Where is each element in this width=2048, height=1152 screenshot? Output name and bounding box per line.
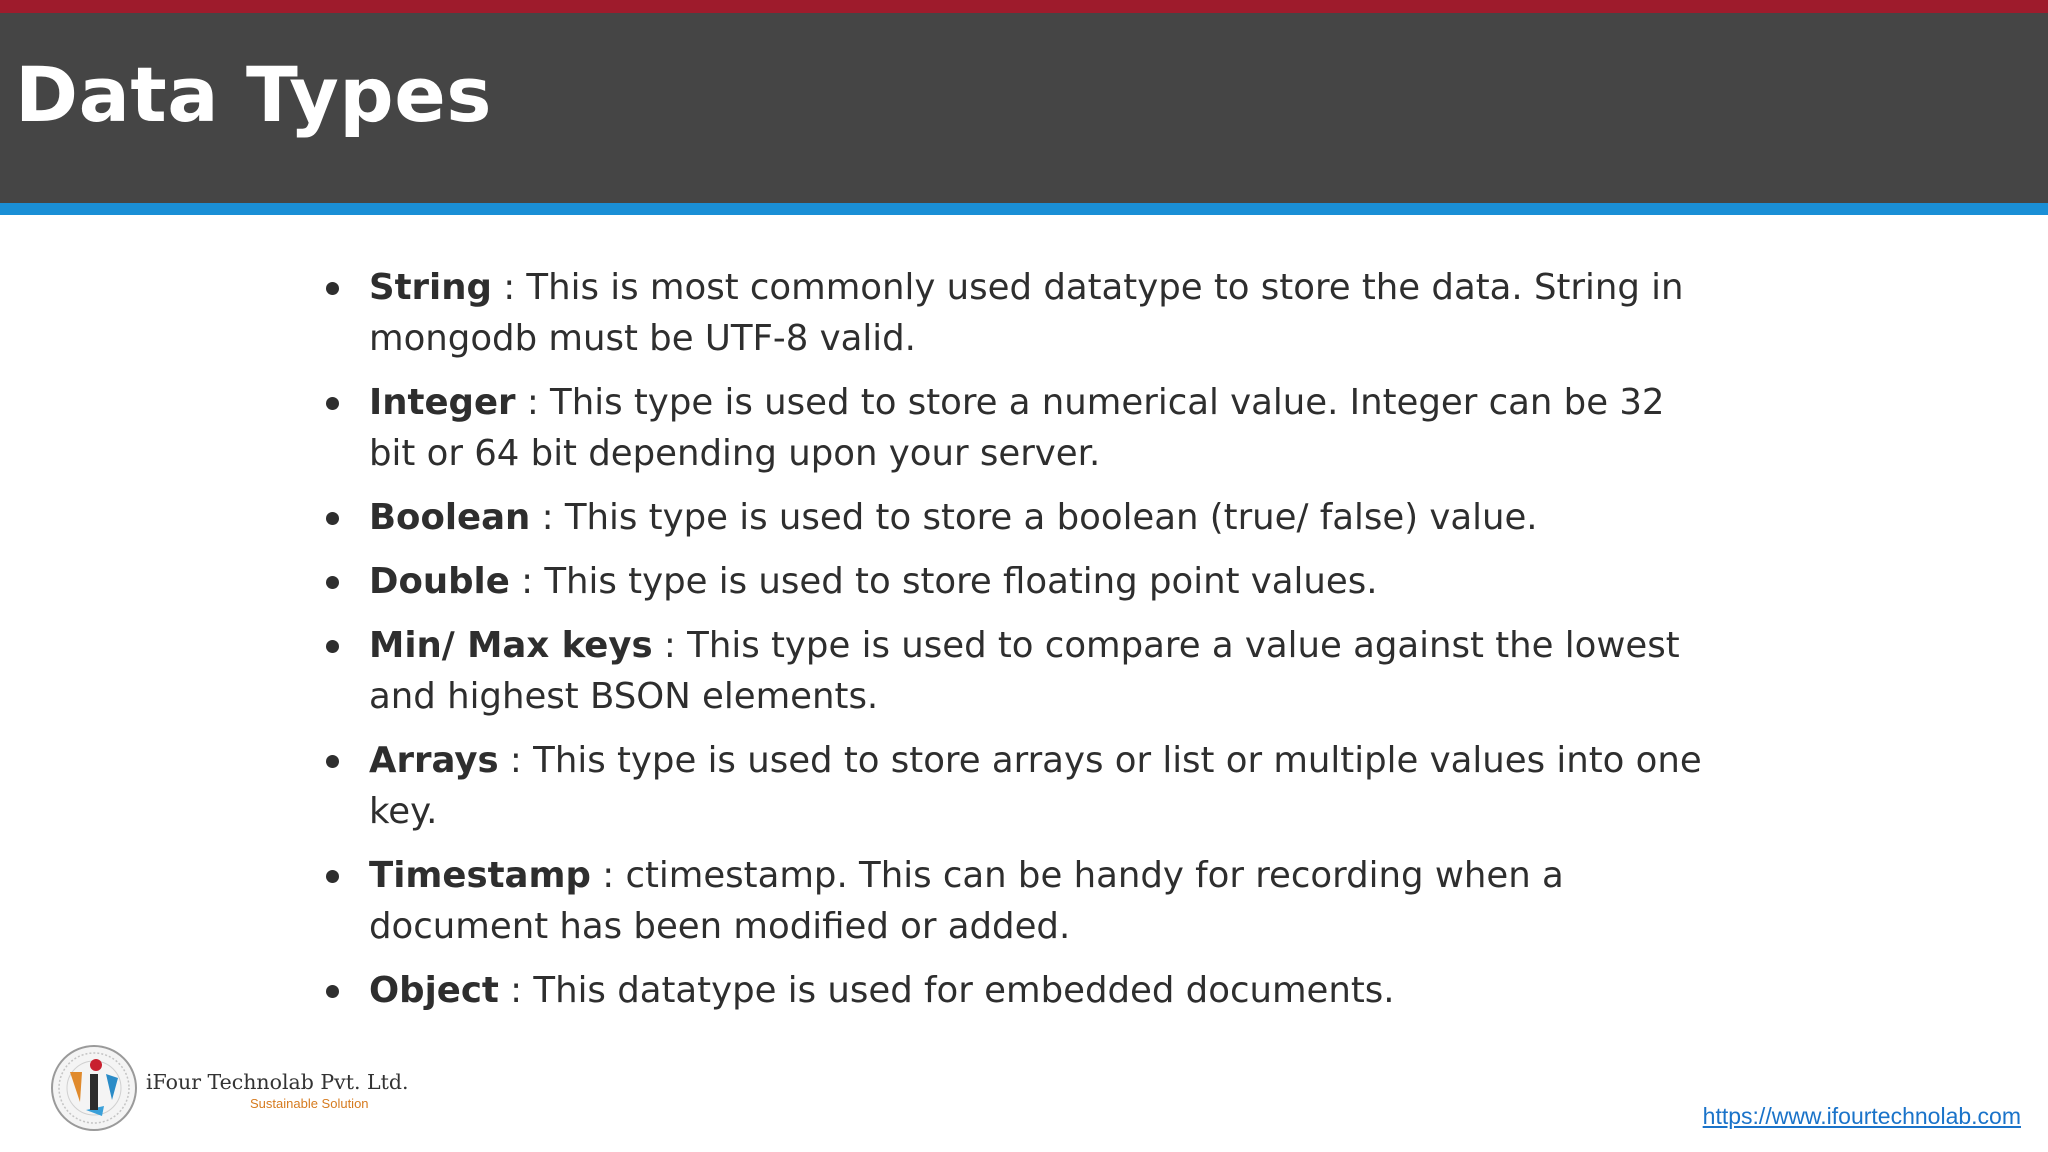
list-item-integer xyxy=(320,377,1710,479)
item-description: : This type is used to compare a value against the lowest and highest BSON elements. xyxy=(369,625,1680,717)
list-item-double xyxy=(320,556,1710,607)
item-description: : This type is used to store a numerical value. Integer can be 32 bit or 64 bit depending upon your server. xyxy=(369,382,1665,474)
blue-accent-strip xyxy=(0,203,2048,215)
item-description: : ctimestamp. This can be handy for recording when a document has been modified or added. xyxy=(369,855,1564,947)
bullet-icon xyxy=(326,640,339,653)
item-description: : This type is used to store a boolean (true/ false) value. xyxy=(530,497,1538,538)
list-item-min-max-keys xyxy=(320,620,1710,722)
list-item-string xyxy=(320,262,1710,364)
list-item-object xyxy=(320,965,1710,1016)
page-title: Data Types xyxy=(15,50,492,139)
ifour-logo-icon xyxy=(50,1044,138,1132)
company-tagline: Sustainable Solution xyxy=(250,1096,369,1111)
bullet-icon xyxy=(326,512,339,525)
item-term: Object xyxy=(369,970,499,1011)
item-description: : This type is used to store arrays or list or multiple values into one key. xyxy=(369,740,1702,832)
item-term: Double xyxy=(369,561,510,602)
item-description: : This datatype is used for embedded documents. xyxy=(498,970,1395,1011)
item-term: Timestamp xyxy=(369,855,591,896)
bullet-icon xyxy=(326,870,339,883)
list-item-timestamp xyxy=(320,850,1710,952)
item-description: : This type is used to store floating point values. xyxy=(509,561,1378,602)
list-item-arrays xyxy=(320,735,1710,837)
item-term: String xyxy=(369,267,492,308)
item-term: Integer xyxy=(369,382,516,423)
content-area xyxy=(320,262,1710,1029)
title-header xyxy=(0,13,2048,203)
item-term: Arrays xyxy=(369,740,499,781)
bullet-icon xyxy=(326,282,339,295)
website-link[interactable]: https://www.ifourtechnolab.com xyxy=(1702,1103,2021,1129)
company-logo xyxy=(50,1044,409,1134)
data-types-list xyxy=(320,262,1710,1016)
bullet-icon xyxy=(326,576,339,589)
bullet-icon xyxy=(326,755,339,768)
item-description: : This is most commonly used datatype to store the data. String in mongodb must be UTF-8 valid. xyxy=(369,267,1684,359)
item-term: Min/ Max keys xyxy=(369,625,653,666)
company-name: iFour Technolab Pvt. Ltd. xyxy=(146,1070,409,1094)
item-term: Boolean xyxy=(369,497,531,538)
bullet-icon xyxy=(326,397,339,410)
top-accent-strip xyxy=(0,0,2048,13)
bullet-icon xyxy=(326,985,339,998)
list-item-boolean xyxy=(320,492,1710,543)
